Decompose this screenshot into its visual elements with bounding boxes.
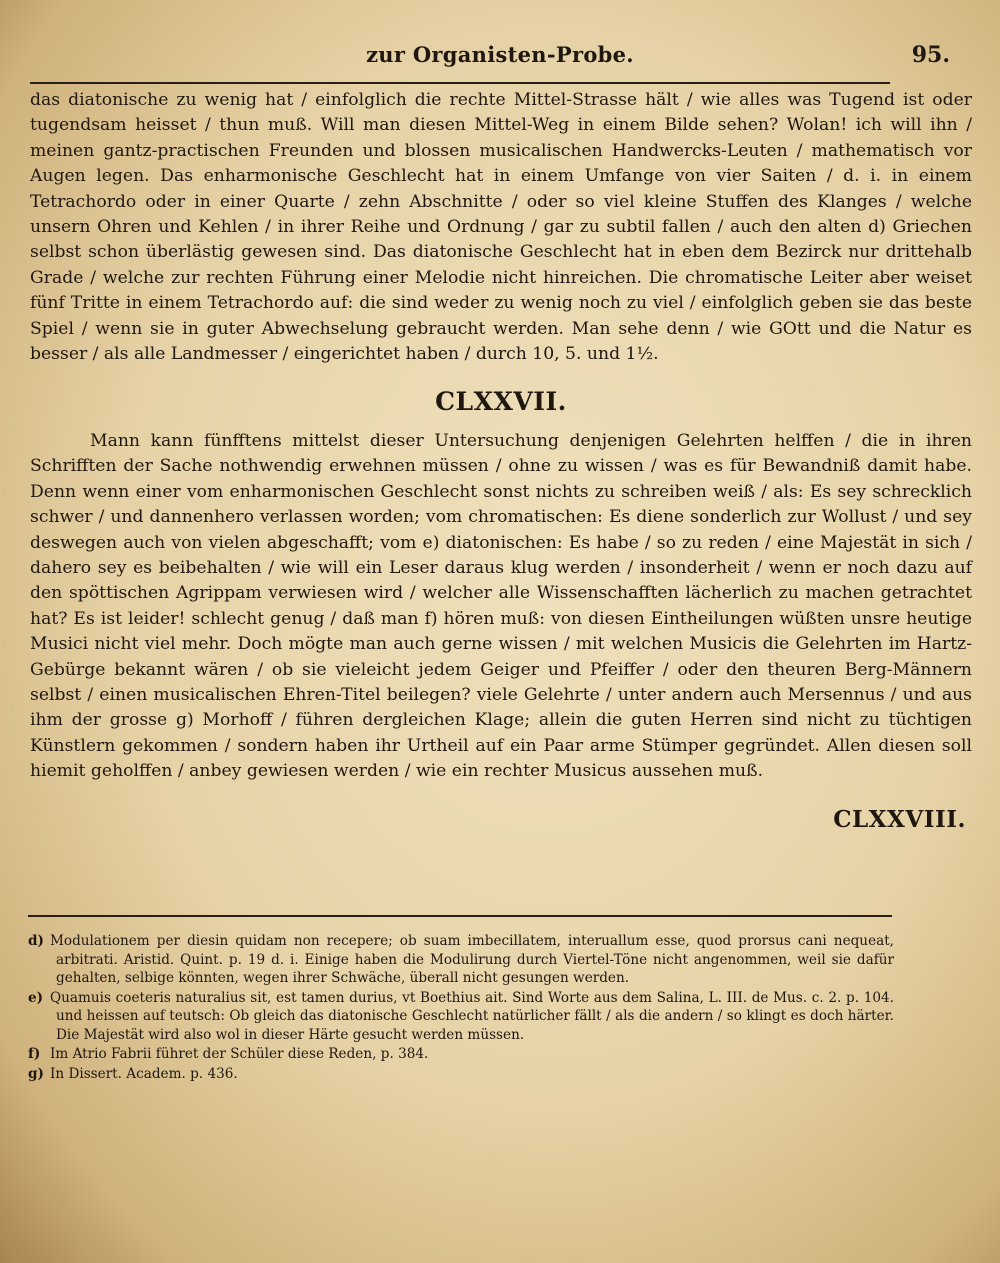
footnote-text: Im Atrio Fabrii führet der Schüler diese Reden, p. 384. (50, 1046, 429, 1062)
page-number: 95. (911, 42, 950, 68)
next-section-number: CLXXVIII. (833, 805, 966, 833)
footnote-mark: e) (28, 989, 44, 1006)
paragraph-section: Mann kann fünfftens mittelst dieser Untersuchung denjenigen Gelehrten helffen / die in ihren Schrifften der Sache nothwendig erwehnen müssen / ohne zu wissen / was es für Bewandniß damit habe. Denn wenn einer vom enharmonischen Geschlecht sonst nichts zu schreiben weiß / als: Es sey schrecklich schwer / und dannenhero verlassen worden; vom chromatischen: Es diene sonderlich zur Wollust / und sey deswegen auch von vielen abgeschafft; vom e) diatonischen: Es habe / so zu reden / eine Majestät in sich / dahero sey es beibehalten / wie will ein Leser daraus klug werden / insonderheit / wenn er noch dazu auf den spöttischen Agrippam verwiesen wird / welcher alle Wissenschafften lächerlich zu machen getrachtet hat? Es ist leider! schlecht genug / daß man f) hören muß: von diesen Eintheilungen wüßten unsre heutige Musici nicht viel mehr. Doch mögte man auch gerne wissen / mit welchen Musicis die Gelehrten im Hartz-Gebürge bekannt wären / ob sie vieleicht jedem Geiger und Pfeiffer / oder den theuren Berg-Männern selbst / einen musicalischen Ehren-Titel beilegen? viele Gelehrte / unter andern auch Mersennus / und aus ihm der grosse g) Morhoff / führen dergleichen Klage; allein die guten Herren sind nicht zu tüchtigen Künstlern gekommen / sondern haben ihr Urtheil auf ein Paar arme Stümper gegründet. Allen diesen soll hiemit geholffen / anbey gewiesen werden / wie ein rechter Musicus aussehen muß. (30, 430, 972, 782)
footnote-e (28, 989, 894, 1045)
footnote-text: Modulationem per diesin quidam non recepere; ob suam imbecillatem, interuallum esse, quod prorsus cani nequeat, arbitrati. Aristid. Quint. p. 19 d. i. Einige haben die Modulirung durch Viertel-Töne nicht angenommen, weil sie dafür gehalten, selbige könnten, wegen ihrer Schwäche, überall nicht gesungen werden. (50, 933, 894, 986)
section-number: CLXXVII. (435, 387, 567, 417)
footnote-d (28, 932, 894, 988)
footnote-f (28, 1045, 894, 1064)
footnote-rule (28, 915, 892, 917)
footnotes (28, 932, 894, 1084)
main-text (30, 88, 972, 832)
footnote-g (28, 1065, 894, 1084)
footnote-mark: g) (28, 1065, 44, 1082)
running-title: zur Organisten-Probe. (366, 42, 634, 67)
paragraph-continued: das diatonische zu wenig hat / einfolglich die rechte Mittel-Strasse hält / wie alles was Tugend ist oder tugendsam heisset / thun muß. Will man diesen Mittel-Weg in einem Bilde sehen? Wolan! ich will ihn / meinen gantz-practischen Freunden und blossen musicalischen Handwercks-Leuten / mathematisch vor Augen legen. Das enharmonische Geschlecht hat in einem Umfange von vier Saiten / d. i. in einem Tetrachordo oder in einer Quarte / zehn Abschnitte / oder so viel kleine Stuffen des Klanges / welche unsern Ohren und Kehlen / in ihrer Reihe und Ordnung / gar zu subtil fallen / auch den alten d) Griechen selbst schon überlästig gewesen sind. Das diatonische Geschlecht hat in eben dem Bezirck nur drittehalb Grade / welche zur rechten Führung einer Melodie nicht hinreichen. Die chromatische Leiter aber weiset fünf Tritte in einem Tetrachordo auf: die sind weder zu wenig noch zu viel / einfolglich geben sie das beste Spiel / wenn sie in guter Abwechselung gebraucht werden. Man sehe denn / wie GOtt und die Natur es besser / als alle Landmesser / eingerichtet haben / durch 10, 5. und 1½. (30, 90, 972, 365)
page-header (30, 38, 970, 74)
header-rule (30, 82, 890, 84)
footnote-mark: f) (28, 1046, 41, 1062)
footnote-text: In Dissert. Academ. p. 436. (50, 1065, 238, 1082)
footnote-mark: d) (28, 933, 44, 949)
footnote-text: Quamuis coeteris naturalius sit, est tamen durius, vt Boethius ait. Sind Worte aus dem Salina, L. III. de Mus. c. 2. p. 104. und heissen auf teutsch: Ob gleich das diatonische Geschlecht natürlicher fällt / als die andern / so klingt es doch härter. Die Majestät wird also wol in dieser Härte gesucht werden müssen. (50, 989, 894, 1043)
